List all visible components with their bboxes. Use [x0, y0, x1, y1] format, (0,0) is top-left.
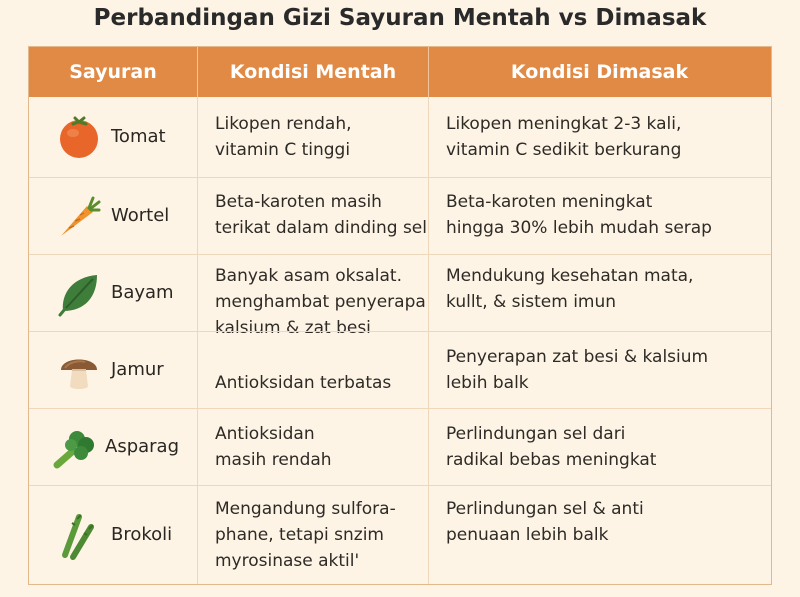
table-row	[29, 331, 771, 408]
raw-text-line: masih rendah	[215, 450, 332, 470]
cooked-text-line: vitamin C sedikit berkurang	[446, 140, 682, 160]
vegetable-cell	[29, 332, 198, 408]
vegetable-cell	[29, 178, 198, 254]
cooked-cell	[429, 178, 770, 254]
vegetable-name: Tomat	[111, 126, 166, 147]
raw-text-line: Mengandung sulfora-	[215, 499, 396, 519]
cooked-text-line: Perlindungan sel dari	[446, 424, 626, 444]
cooked-text-line: Likopen meningkat 2-3 kali,	[446, 114, 682, 134]
cooked-text-line: penuaan lebih balk	[446, 525, 609, 545]
vegetable-cell	[29, 97, 198, 177]
raw-text-line: Banyak asam oksalat.	[215, 266, 402, 286]
raw-text-line: Beta-karoten masih	[215, 192, 382, 212]
raw-text-line: terikat dalam dinding sel	[215, 218, 427, 238]
tomato-icon	[55, 113, 103, 161]
cooked-text-line: Beta-karoten meningkat	[446, 192, 653, 212]
spinach-leaf-icon	[55, 269, 103, 317]
cooked-cell	[429, 255, 770, 331]
table-row	[29, 254, 771, 338]
cooked-text-line: Mendukung kesehatan mata,	[446, 266, 694, 286]
broccoli-icon	[51, 423, 99, 471]
cooked-text-line: hingga 30% lebih mudah serap	[446, 218, 712, 238]
table-row	[29, 408, 771, 485]
raw-text-line: Likopen rendah,	[215, 114, 352, 134]
vegetable-name: Brokoli	[111, 524, 173, 545]
mushroom-icon	[55, 346, 103, 394]
raw-text-line: kalsium & zat besi	[215, 318, 371, 338]
cooked-text-line: radikal bebas meningkat	[446, 450, 657, 470]
asparagus-icon	[55, 507, 103, 563]
carrot-icon	[55, 192, 103, 240]
comparison-table	[28, 46, 772, 585]
page-title: Perbandingan Gizi Sayuran Mentah vs Dimasak	[93, 5, 707, 31]
table-row	[29, 485, 771, 584]
vegetable-name: Wortel	[111, 205, 170, 226]
table-row	[29, 177, 771, 254]
vegetable-cell	[29, 409, 198, 485]
raw-text-line: Antioksidan	[215, 424, 315, 444]
table-header	[29, 47, 771, 97]
raw-cell	[198, 178, 429, 254]
raw-text-line: Antioksidan terbatas	[215, 373, 392, 393]
table-row	[29, 97, 771, 177]
cooked-text-line: Perlindungan sel & anti	[446, 499, 644, 519]
header-vegetable: Sayuran	[29, 47, 198, 97]
raw-cell	[198, 255, 429, 338]
raw-text-line: myrosinase aktil'	[215, 551, 360, 571]
vegetable-name: Bayam	[111, 282, 174, 303]
vegetable-name: Asparag	[105, 436, 180, 457]
cooked-cell	[429, 409, 770, 485]
cooked-cell	[429, 97, 770, 177]
raw-text-line: vitamin C tinggi	[215, 140, 351, 160]
raw-cell	[198, 332, 429, 408]
raw-text-line: menghambat penyerapa	[215, 292, 426, 312]
vegetable-name: Jamur	[111, 359, 164, 380]
cooked-cell	[429, 332, 770, 408]
vegetable-cell	[29, 486, 198, 584]
raw-text-line: phane, tetapi snzim	[215, 525, 384, 545]
cooked-cell	[429, 486, 770, 584]
raw-cell	[198, 97, 429, 177]
header-raw: Kondisi Mentah	[198, 47, 429, 97]
raw-cell	[198, 409, 429, 485]
header-cooked: Kondisi Dimasak	[510, 61, 689, 83]
cooked-text-line: kullt, & sistem imun	[446, 292, 617, 312]
vegetable-cell	[29, 255, 198, 331]
cooked-text-line: lebih balk	[446, 373, 529, 393]
cooked-text-line: Penyerapan zat besi & kalsium	[446, 347, 709, 367]
raw-cell	[198, 486, 429, 584]
